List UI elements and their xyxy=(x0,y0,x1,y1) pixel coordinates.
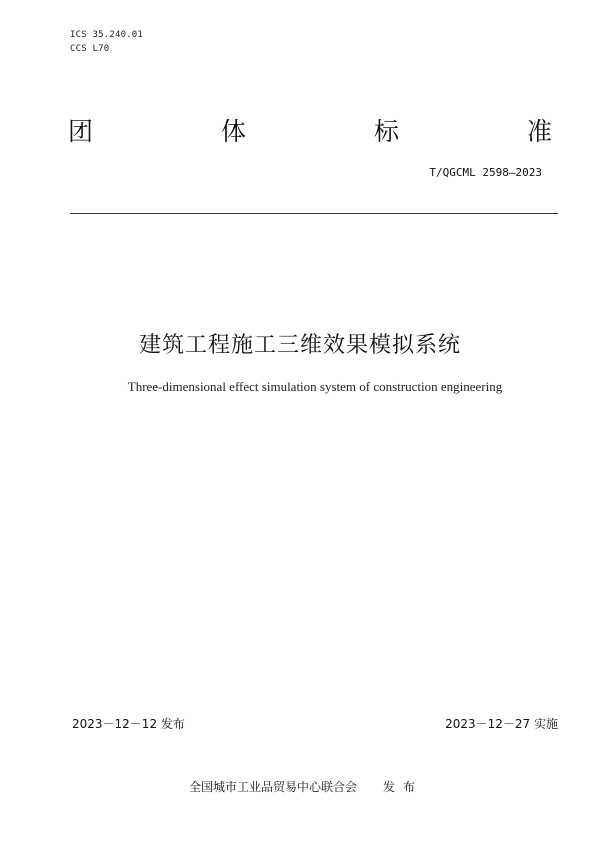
standard-number: T/QGCML 2598—2023 xyxy=(429,166,542,179)
standard-type-char: 标 xyxy=(373,117,399,146)
standard-type-heading xyxy=(68,112,552,148)
publisher-name: 全国城市工业品贸易中心联合会 xyxy=(188,780,357,794)
publish-label: 发布 xyxy=(383,780,424,794)
document-title-chinese: 建筑工程施工三维效果模拟系统 xyxy=(138,333,461,358)
implementation-date: 2023－12－27 实施 xyxy=(445,717,558,731)
ccs-code: CCS L70 xyxy=(70,44,110,54)
publisher-line xyxy=(0,778,600,795)
document-title-english: Three-dimensional effect simulation system of construction engineering xyxy=(127,379,503,394)
issue-date: 2023－12－12 发布 xyxy=(72,717,185,731)
header-divider xyxy=(70,213,558,214)
standard-type-char: 准 xyxy=(526,117,552,146)
standard-type-char: 体 xyxy=(220,117,246,146)
standard-type-char: 团 xyxy=(68,117,94,146)
ics-code: ICS 35.240.01 xyxy=(70,30,144,40)
